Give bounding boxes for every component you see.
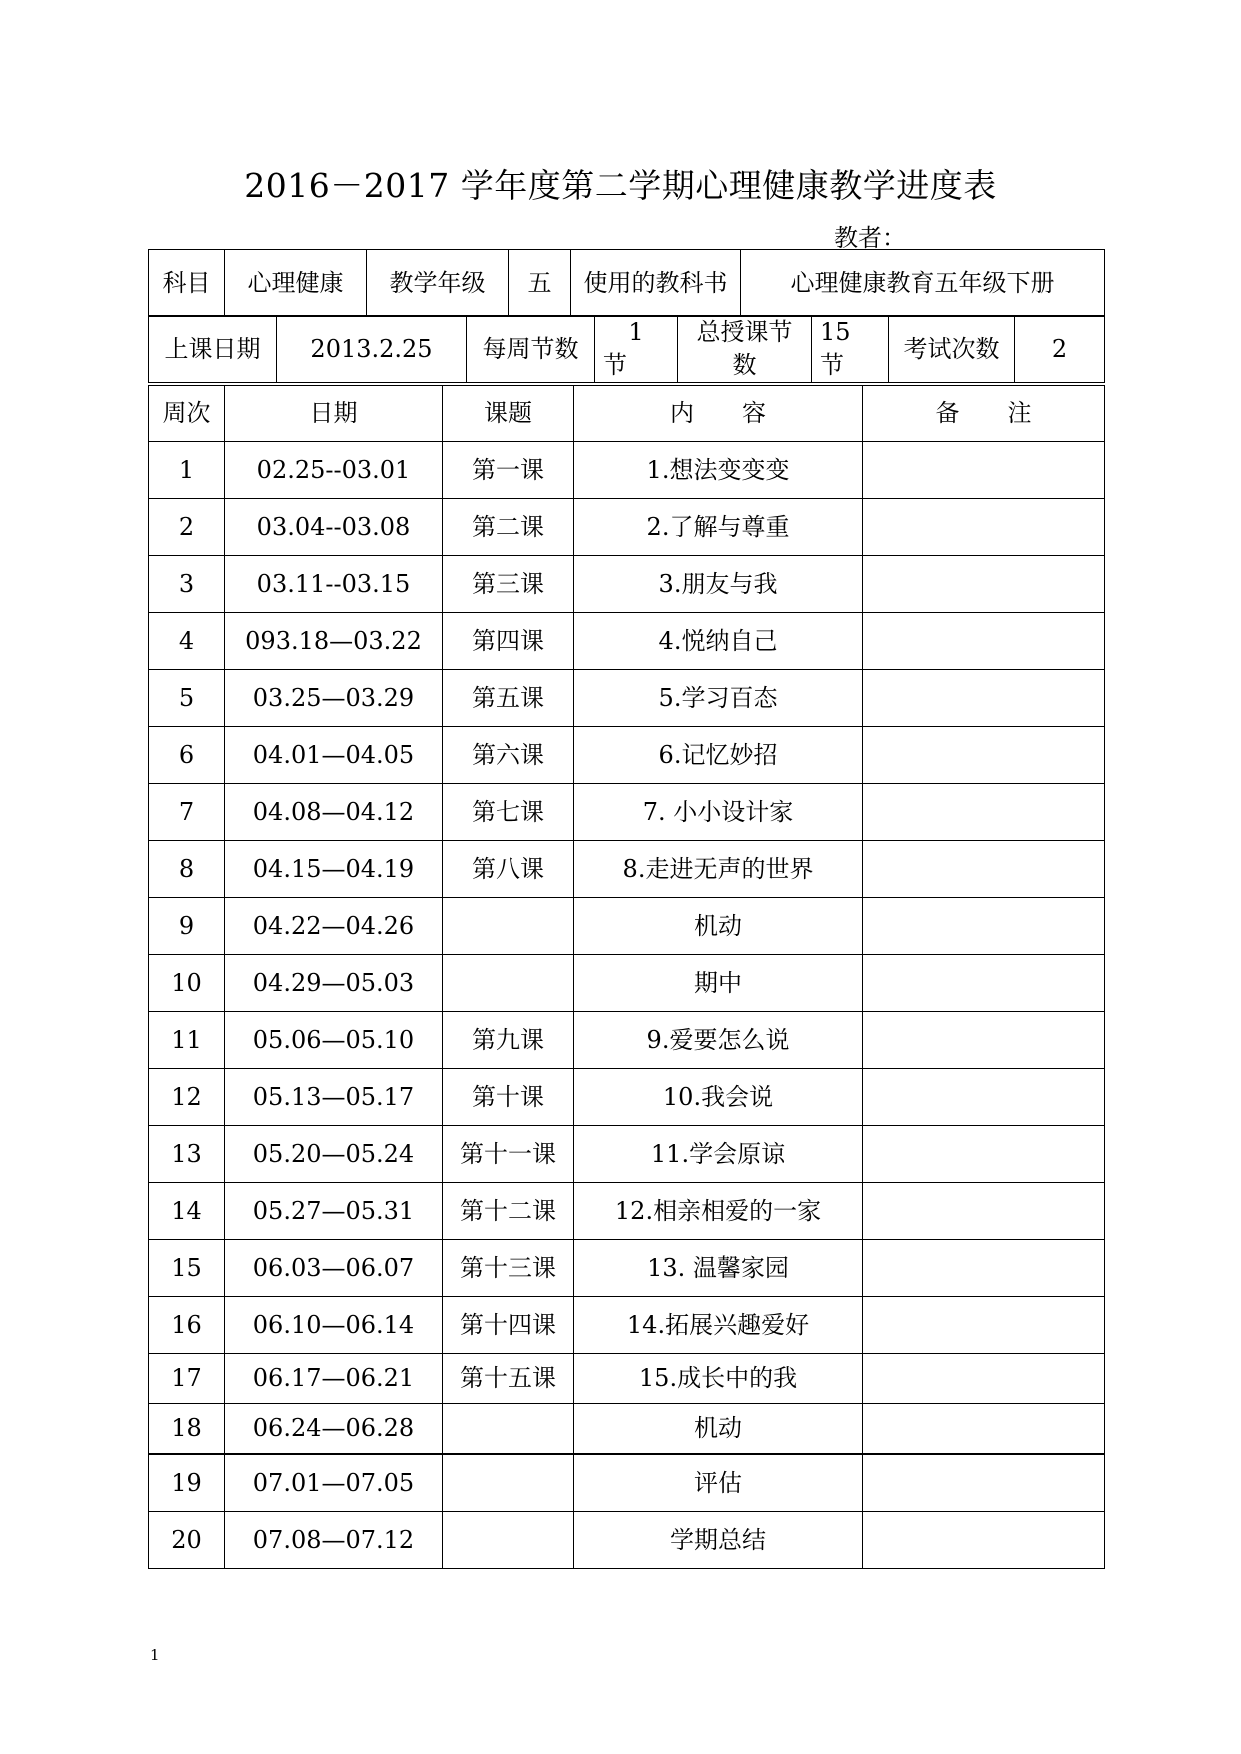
table-row <box>149 1069 1105 1126</box>
date-cell: 05.13—05.17 <box>225 1069 443 1126</box>
content-cell: 8.走进无声的世界 <box>574 841 863 898</box>
content-cell: 机动 <box>574 898 863 955</box>
total-lessons-unit: 节 <box>820 351 844 379</box>
note-cell <box>863 1297 1105 1354</box>
week-cell: 3 <box>149 556 225 613</box>
week-cell: 12 <box>149 1069 225 1126</box>
total-lessons-number: 15 <box>820 318 851 346</box>
table-row <box>149 841 1105 898</box>
week-cell: 9 <box>149 898 225 955</box>
table-row <box>149 1297 1105 1354</box>
lesson-cell: 第八课 <box>443 841 574 898</box>
exam-count-label: 考试次数 <box>889 316 1015 383</box>
textbook-label: 使用的教科书 <box>571 250 741 317</box>
date-cell: 03.25—03.29 <box>225 670 443 727</box>
header-week: 周次 <box>149 386 225 442</box>
content-cell: 4.悦纳自己 <box>574 613 863 670</box>
week-cell: 17 <box>149 1354 225 1404</box>
weekly-label: 每周节数 <box>467 316 595 383</box>
note-cell <box>863 670 1105 727</box>
week-cell: 14 <box>149 1183 225 1240</box>
subject-label: 科目 <box>149 250 225 317</box>
table-row <box>149 1512 1105 1569</box>
course-info-table-2 <box>148 315 1105 383</box>
week-cell: 18 <box>149 1404 225 1455</box>
content-cell: 机动 <box>574 1404 863 1455</box>
note-cell <box>863 955 1105 1012</box>
course-info-table <box>148 249 1105 317</box>
week-cell: 16 <box>149 1297 225 1354</box>
content-cell: 15.成长中的我 <box>574 1354 863 1404</box>
content-cell: 10.我会说 <box>574 1069 863 1126</box>
note-cell <box>863 1404 1105 1455</box>
content-cell: 期中 <box>574 955 863 1012</box>
content-cell: 6.记忆妙招 <box>574 727 863 784</box>
date-cell: 04.08—04.12 <box>225 784 443 841</box>
week-cell: 7 <box>149 784 225 841</box>
lesson-cell: 第七课 <box>443 784 574 841</box>
table-row <box>149 955 1105 1012</box>
date-cell: 04.15—04.19 <box>225 841 443 898</box>
content-cell: 5.学习百态 <box>574 670 863 727</box>
table-row <box>149 727 1105 784</box>
schedule-header-row <box>149 386 1105 442</box>
teacher-label: 教者： <box>834 224 906 252</box>
note-cell <box>863 784 1105 841</box>
content-cell: 3.朋友与我 <box>574 556 863 613</box>
table-row <box>149 613 1105 670</box>
content-cell: 9.爱要怎么说 <box>574 1012 863 1069</box>
date-cell: 06.24—06.28 <box>225 1404 443 1455</box>
lesson-cell: 第四课 <box>443 613 574 670</box>
start-date-value: 2013.2.25 <box>277 316 467 383</box>
date-cell: 06.17—06.21 <box>225 1354 443 1404</box>
note-cell <box>863 1354 1105 1404</box>
table-row <box>149 499 1105 556</box>
note-cell <box>863 1012 1105 1069</box>
table-row <box>149 1126 1105 1183</box>
table-row <box>149 784 1105 841</box>
content-cell: 7. 小小设计家 <box>574 784 863 841</box>
textbook-value: 心理健康教育五年级下册 <box>741 250 1105 317</box>
lesson-cell: 第十课 <box>443 1069 574 1126</box>
week-cell: 15 <box>149 1240 225 1297</box>
content-cell: 12.相亲相爱的一家 <box>574 1183 863 1240</box>
lesson-cell: 第五课 <box>443 670 574 727</box>
grade-value: 五 <box>509 250 571 317</box>
weekly-value-unit: 节 <box>603 351 627 379</box>
date-cell: 03.11--03.15 <box>225 556 443 613</box>
note-cell <box>863 727 1105 784</box>
table-row <box>149 1404 1105 1455</box>
lesson-cell <box>443 1512 574 1569</box>
note-cell <box>863 556 1105 613</box>
lesson-cell <box>443 1404 574 1455</box>
total-lessons-label-line1: 总授课节 <box>696 318 793 346</box>
week-cell: 19 <box>149 1454 225 1512</box>
page-title: 2016－2017 学年度第二学期心理健康教学进度表 <box>244 166 997 205</box>
date-cell: 05.20—05.24 <box>225 1126 443 1183</box>
lesson-cell: 第十五课 <box>443 1354 574 1404</box>
course-info-row-1 <box>149 250 1105 317</box>
table-row <box>149 442 1105 499</box>
date-cell: 04.29—05.03 <box>225 955 443 1012</box>
schedule-table <box>148 385 1105 1569</box>
table-row <box>149 670 1105 727</box>
total-lessons-label-line2: 数 <box>732 351 757 379</box>
content-cell: 2.了解与尊重 <box>574 499 863 556</box>
date-cell: 093.18—03.22 <box>225 613 443 670</box>
note-cell <box>863 1240 1105 1297</box>
lesson-cell: 第十三课 <box>443 1240 574 1297</box>
weekly-value-number: 1 <box>628 318 644 346</box>
lesson-cell <box>443 898 574 955</box>
lesson-cell: 第九课 <box>443 1012 574 1069</box>
header-lesson: 课题 <box>443 386 574 442</box>
note-cell <box>863 1512 1105 1569</box>
table-row <box>149 1354 1105 1404</box>
date-cell: 04.22—04.26 <box>225 898 443 955</box>
week-cell: 5 <box>149 670 225 727</box>
table-row <box>149 1183 1105 1240</box>
note-cell <box>863 1183 1105 1240</box>
note-cell <box>863 1126 1105 1183</box>
grade-label: 教学年级 <box>367 250 509 317</box>
date-cell: 05.27—05.31 <box>225 1183 443 1240</box>
week-cell: 8 <box>149 841 225 898</box>
table-row <box>149 1454 1105 1512</box>
note-cell <box>863 1069 1105 1126</box>
content-cell: 学期总结 <box>574 1512 863 1569</box>
subject-value: 心理健康 <box>225 250 367 317</box>
lesson-cell: 第三课 <box>443 556 574 613</box>
note-cell <box>863 442 1105 499</box>
content-cell: 13. 温馨家园 <box>574 1240 863 1297</box>
header-content: 内 容 <box>574 386 863 442</box>
note-cell <box>863 841 1105 898</box>
table-row <box>149 556 1105 613</box>
exam-count-value: 2 <box>1015 316 1105 383</box>
date-cell: 06.10—06.14 <box>225 1297 443 1354</box>
note-cell <box>863 613 1105 670</box>
lesson-cell: 第一课 <box>443 442 574 499</box>
schedule-body <box>149 442 1105 1569</box>
week-cell: 1 <box>149 442 225 499</box>
lesson-cell: 第六课 <box>443 727 574 784</box>
header-note: 备 注 <box>863 386 1105 442</box>
date-cell: 06.03—06.07 <box>225 1240 443 1297</box>
content-cell: 评估 <box>574 1454 863 1512</box>
content-cell: 14.拓展兴趣爱好 <box>574 1297 863 1354</box>
date-cell: 04.01—04.05 <box>225 727 443 784</box>
week-cell: 4 <box>149 613 225 670</box>
content-cell: 11.学会原谅 <box>574 1126 863 1183</box>
content-cell: 1.想法变变变 <box>574 442 863 499</box>
date-cell: 07.08—07.12 <box>225 1512 443 1569</box>
week-cell: 13 <box>149 1126 225 1183</box>
date-cell: 03.04--03.08 <box>225 499 443 556</box>
lesson-cell: 第十四课 <box>443 1297 574 1354</box>
lesson-cell <box>443 1454 574 1512</box>
total-lessons-label <box>678 316 812 383</box>
course-info-row-2 <box>149 316 1105 383</box>
table-row <box>149 898 1105 955</box>
lesson-cell: 第十二课 <box>443 1183 574 1240</box>
week-cell: 20 <box>149 1512 225 1569</box>
week-cell: 2 <box>149 499 225 556</box>
lesson-cell <box>443 955 574 1012</box>
weekly-value <box>595 316 678 383</box>
note-cell <box>863 898 1105 955</box>
note-cell <box>863 1454 1105 1512</box>
week-cell: 11 <box>149 1012 225 1069</box>
note-cell <box>863 499 1105 556</box>
week-cell: 10 <box>149 955 225 1012</box>
header-date: 日期 <box>225 386 443 442</box>
date-cell: 05.06—05.10 <box>225 1012 443 1069</box>
lesson-cell: 第十一课 <box>443 1126 574 1183</box>
table-row <box>149 1012 1105 1069</box>
date-cell: 07.01—07.05 <box>225 1454 443 1512</box>
week-cell: 6 <box>149 727 225 784</box>
date-cell: 02.25--03.01 <box>225 442 443 499</box>
table-row <box>149 1240 1105 1297</box>
page-number: 1 <box>150 1646 160 1664</box>
start-date-label: 上课日期 <box>149 316 277 383</box>
lesson-cell: 第二课 <box>443 499 574 556</box>
total-lessons-value <box>812 316 889 383</box>
